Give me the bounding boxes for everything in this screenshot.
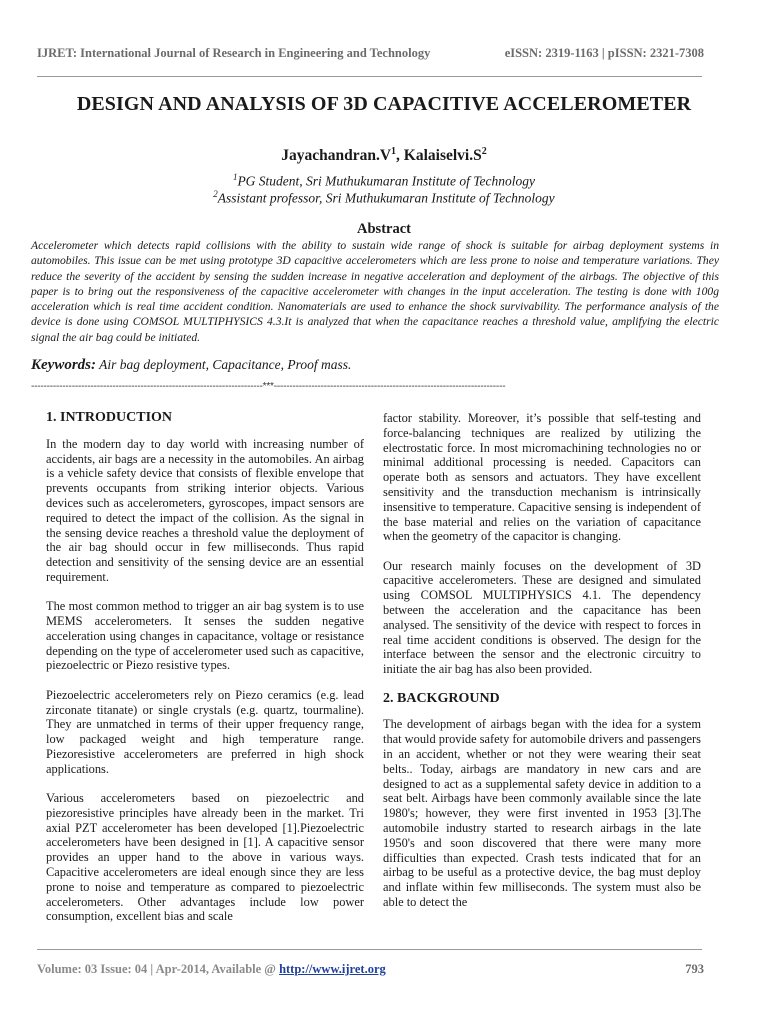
footer-volume [37, 962, 386, 977]
issn-info: eISSN: 2319-1163 | pISSN: 2321-7308 [504, 46, 704, 60]
abstract-text: Accelerometer which detects rapid collisions with the ability to sustain wide range of shock is suitable for airbag deployment systems in automobiles. This issue can be met using prototype 3D capacitive accelerometers which are less prone to noise and temperature variations. They reduce the severity of the accident by sensing the sudden increase in negative acceleration and deployment of the airbags. The objective of this paper is to bring out the responsiveness of the capacitive accelerometer with changes in the input acceleration. The testing is done with 100g acceleration which is real time accident condition. Nanomaterials are used to enhance the shock survivability. The performance analysis of the device is done using COMSOL MULTIPHYSICS 4.3.It is analyzed that when the capacitance reaches a threshold value, amplifying the electric signal the air bag could be initiated. [31, 239, 719, 344]
author-1: Jayachandran.V [281, 147, 392, 165]
author-2: Kalaiselvi.S [403, 147, 482, 165]
affiliation-1-sup: 1 [232, 172, 238, 182]
intro-paragraph-5: factor stability. Moreover, it’s possible that self-testing and force-balancing techniques are realized by utilizing the electrostatic force. In most micromachining technologies no or minimal additional processing is needed. Capacitors can operate both as sensors and actuators. They have excellent sensitivity and the transduction mechanism is intrinsically insensitive to temperature. Capacitive sensing is independent of the base material and relies on the variation of capacitance when the geometry of the capacitor is changing. [383, 411, 701, 544]
author-line [40, 146, 728, 165]
section-heading-background: 2. BACKGROUND [383, 690, 500, 706]
section-heading-introduction: 1. INTRODUCTION [46, 410, 173, 425]
affiliation-2-text: Assistant professor, Sri Muthukumaran Institute of Technology [217, 190, 555, 206]
intro-paragraph-1: In the modern day to day world with increasing number of accidents, air bags are a necessity in the automobiles. An airbag is a vehicle safety device that consists of flexible envelope that prevents occupants from striking interior objects. Various devices such as accelerometers, gyroscopes, impact sensors are required to detect the impact of the collision. As the signal in the sensing device reaches a threshold value the deployment of the air bag should occur in few milliseconds. Thus rapid detection and sensitivity of the sensing device are an essential requirement. [46, 436, 364, 584]
affiliation-2 [40, 189, 728, 207]
intro-paragraph-2: The most common method to trigger an air bag system is to use MEMS accelerometers. It senses the sudden negative acceleration using changes in capacitance, voltage or resistance depending on the type of accelerometer used such as capacitive, piezoelectric or Piezo resistive types. [46, 599, 364, 673]
affiliation-1-text: PG Student, Sri Muthukumaran Institute of Technology [237, 173, 536, 189]
intro-paragraph-6: Our research mainly focuses on the development of 3D capacitive accelerometers. These are designed and simulated using COMSOL MULTIPHYSICS 4.1. The dependency between the acceleration and the capacitance has been analysed. The sensitivity of the device with respect to forces in real time accident conditions is observed. The design for the interface between the sensor and the electronic circuitry to initiate the air bag has also been provided. [383, 558, 701, 677]
abstract-heading: Abstract [357, 221, 411, 237]
running-header [37, 46, 704, 62]
intro-paragraph-4: Various accelerometers based on piezoelectric and piezoresistive principles have already been in the market. Tri axial PZT accelerometer has been developed [1].Piezoelectric accelerometers have been designed in [1]. A capacitive sensor provides an upper hand to the above in various ways. Capacitive accelerometers are ideal enough since they are less prone to noise and temperature as compared to piezoelectric accelerometers. Other advantages include low power consumption, excellent bias and scale [46, 791, 364, 924]
paper-title: DESIGN AND ANALYSIS OF 3D CAPACITIVE ACCELEROMETER [76, 93, 692, 115]
header-rule [37, 76, 702, 77]
footer-rule [37, 949, 702, 950]
affiliation-2-sup: 2 [213, 189, 218, 199]
keywords-text: Air bag deployment, Capacitance, Proof mass. [96, 357, 352, 372]
intro-paragraph-3: Piezoelectric accelerometers rely on Piezo ceramics (e.g. lead zirconate titanate) or single crystals (e.g. quartz, tourmaline). They are unmatched in terms of their upper frequency range, low packaged weight and high temperature range. Piezoresistive accelerometers are preferred in high shock applications. [46, 687, 364, 776]
page-number: 793 [685, 962, 704, 976]
author-2-sup: 2 [481, 146, 487, 157]
background-paragraph-1: The development of airbags began with the idea for a system that would provide safety for automobile drivers and passengers in an accident, whether or not they were wearing their seat belts.. Today, airbags are mandatory in new cars and are designed to act as a supplemental safety device in addition to a seat belt. Airbags have been commonly available since the late 1980's; however, they were first invented in 1953 [3].The automobile industry started to research airbags in the late 1950's and soon discovered that there were many more difficulties than expected. Crash tests indicated that for an airbag to be useful as a protective device, the bag must deploy and inflate within few milliseconds. The system must also be able to detect the [383, 717, 701, 909]
keywords-label: Keywords: [31, 357, 96, 373]
journal-name: IJRET: International Journal of Research in Engineering and Technology [37, 46, 431, 60]
footer-volume-text: Volume: 03 Issue: 04 | Apr-2014, Available @ [37, 962, 280, 976]
keywords-line [31, 357, 351, 374]
author-separator: , [396, 147, 404, 165]
journal-link[interactable]: http://www.ijret.org [279, 962, 386, 976]
running-footer [37, 962, 704, 978]
right-column [383, 411, 701, 924]
author-1-sup: 1 [391, 146, 397, 157]
section-separator: --------------------------------------------------------------------------***-------------------------------------------------------------------------- [31, 381, 506, 392]
affiliation-1 [40, 172, 728, 190]
left-column [46, 411, 364, 939]
